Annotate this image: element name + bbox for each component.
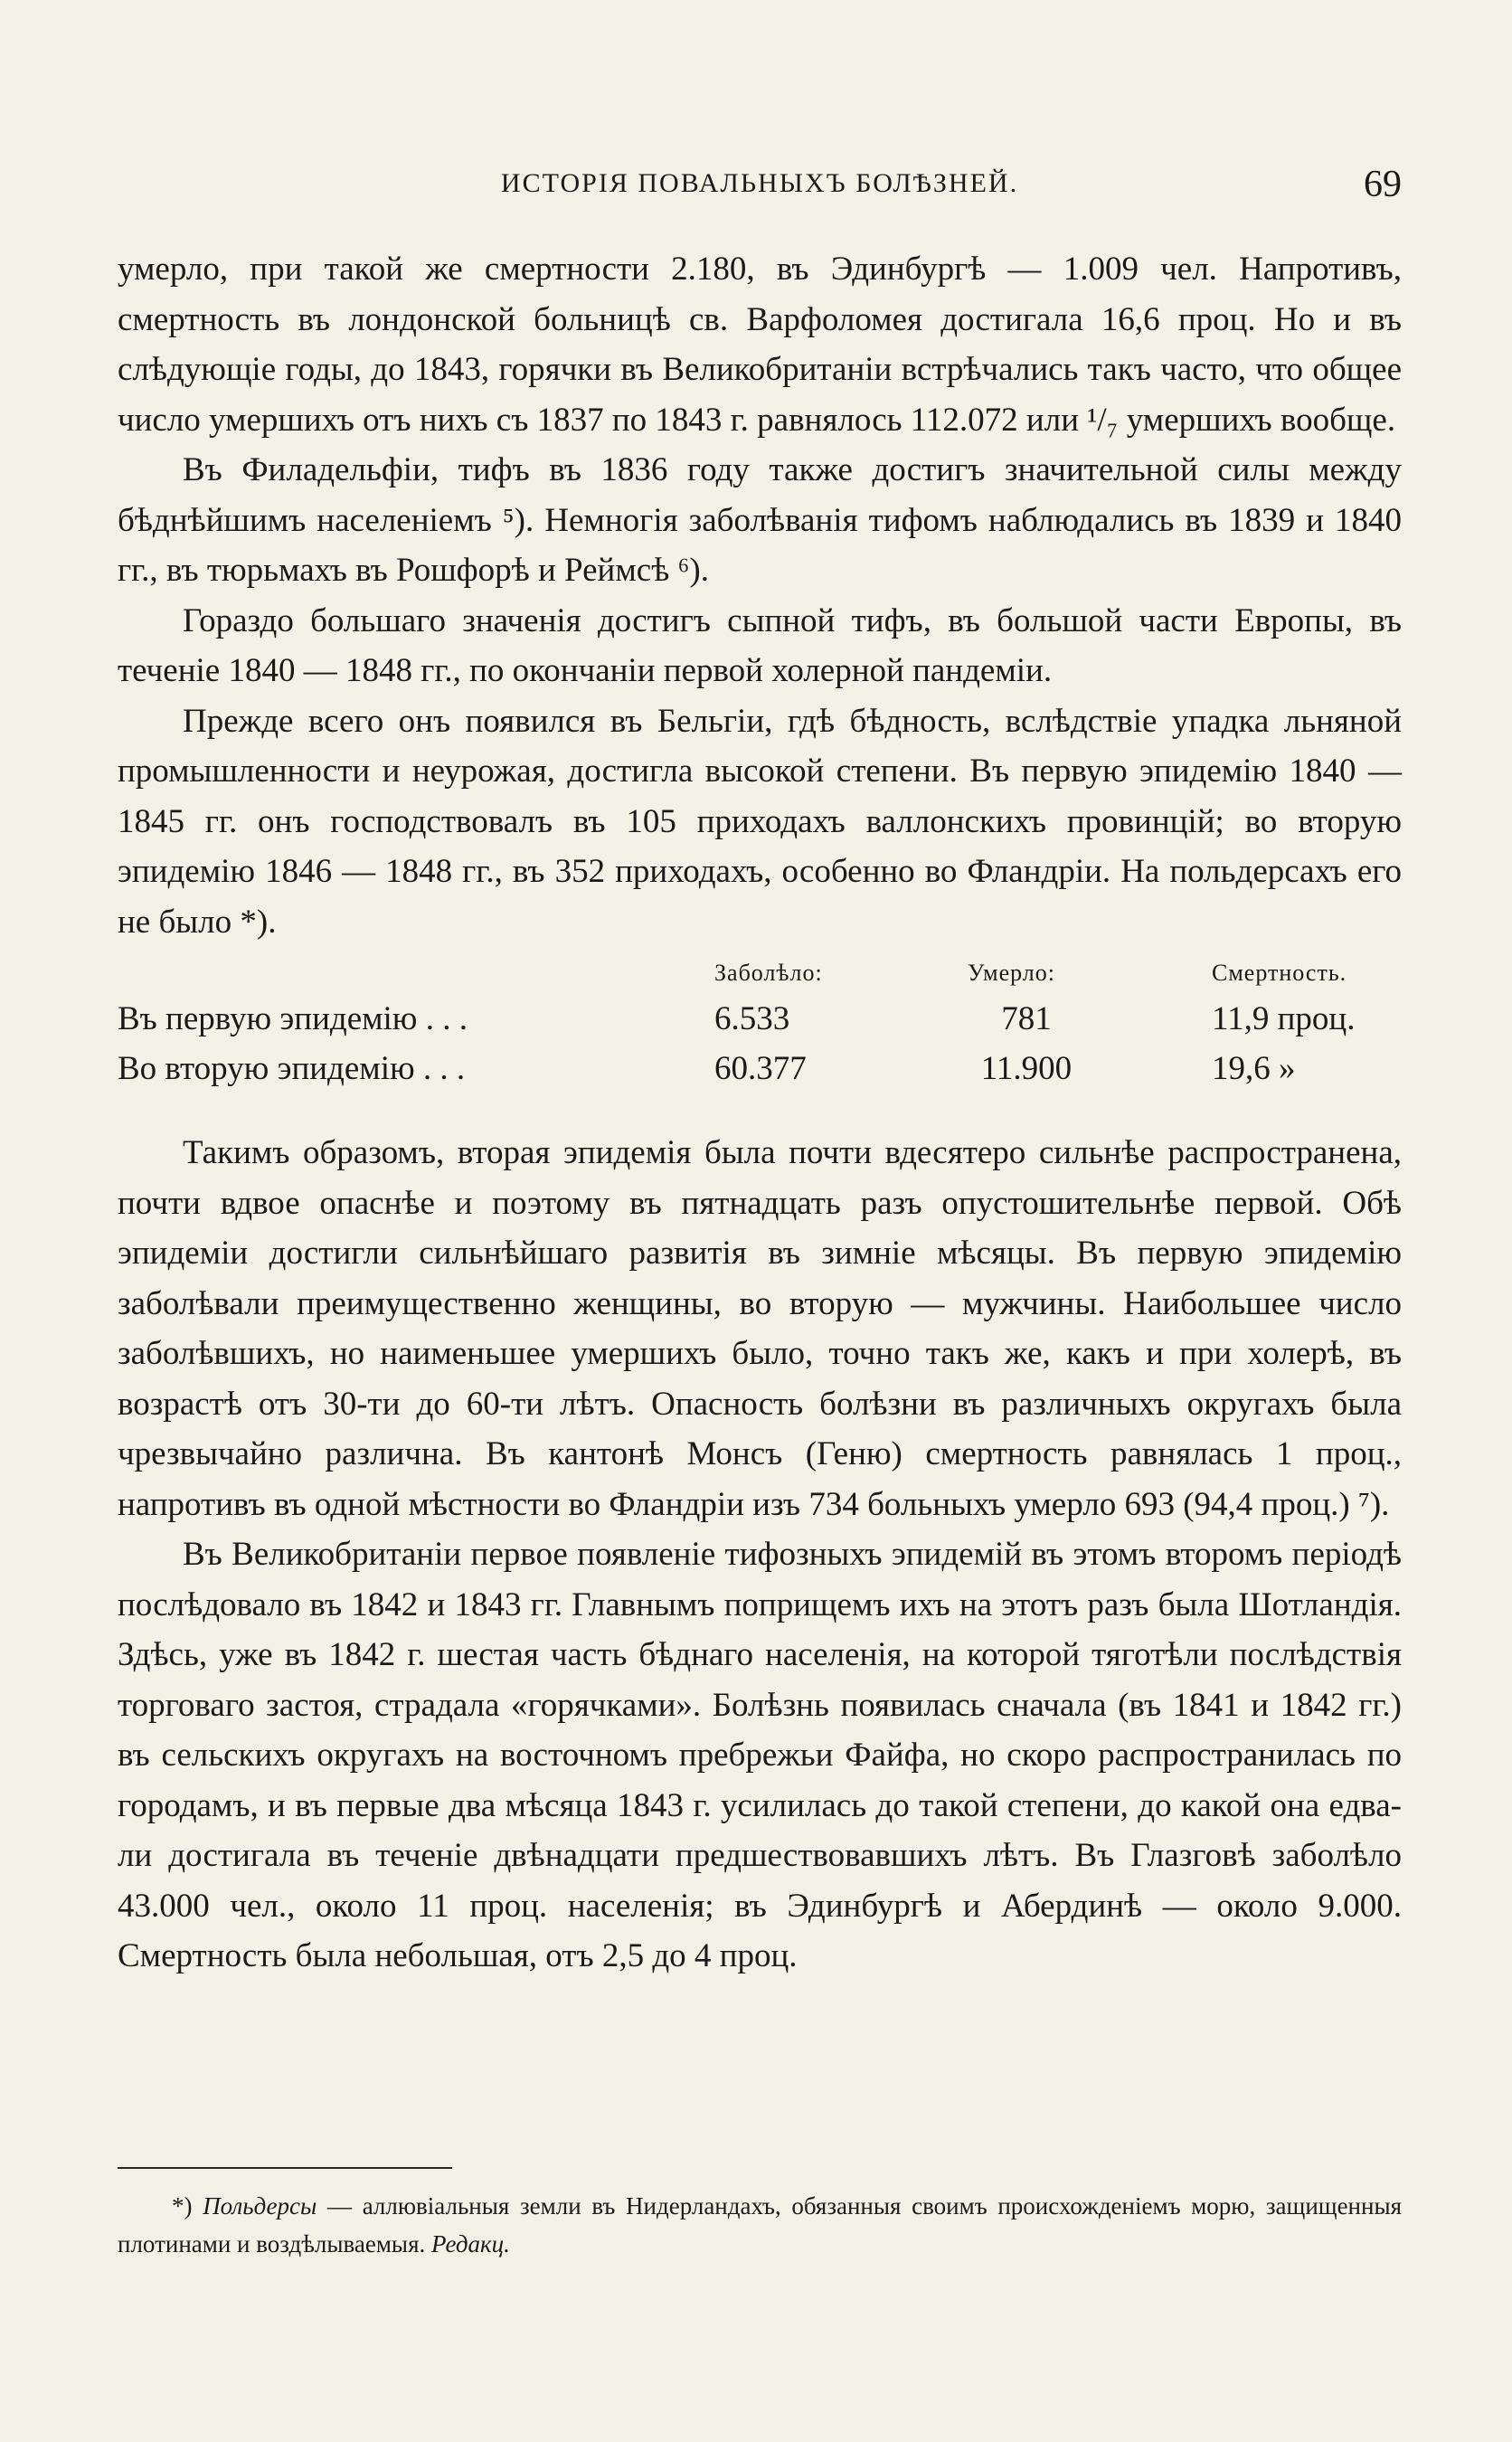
paragraph: умерло, при такой же смертности 2.180, въ Эдинбургѣ — 1.009 чел. Напротивъ, смертность въ лондонской больницѣ св. Варфоломея достигала 16,6 проц. Но и въ слѣдующіе годы, до 1843, горячки въ Великобританіи встрѣчались такъ часто, что общее число умершихъ отъ нихъ съ 1837 по 1843 г. равнялось 112.072 или ¹/₇ умершихъ вообще. [118,251,1402,439]
stats-sick-value: 60.377 [714,1050,807,1087]
page-header [118,163,1402,208]
running-head: ИСТОРІЯ ПОВАЛЬНЫХЪ БОЛѢЗНЕЙ. [500,168,1019,198]
footnote-marker: *) [172,2192,193,2220]
footnote-divider [118,2167,452,2169]
footnote-term: Польдерсы [203,2192,317,2220]
stats-sick-value: 6.533 [714,1000,790,1037]
stats-header-mortality: Смертность. [1212,960,1347,986]
stats-row [118,1049,1402,1099]
stats-header-died: Умерло: [968,960,1055,986]
paragraph: Въ Филадельфіи, тифъ въ 1836 году также достигъ значительной силы между бѣднѣйшимъ населеніемъ ⁵). Немногія заболѣванія тифомъ наблюдались въ 1839 и 1840 гг., въ тюрьмахъ въ Рошфорѣ и Реймсѣ ⁶). [118,451,1402,589]
paragraph: Такимъ образомъ, вторая эпидемія была почти вдесятеро сильнѣе распространена, почти вдвое опаснѣе и поэтому въ пятнадцать разъ опустошительнѣе первой. Обѣ эпидеміи достигли сильнѣйшаго развитія въ зимніе мѣсяцы. Въ первую эпидемію заболѣвали преимущественно женщины, во вторую — мужчины. Наибольшее число заболѣвшихъ, но наименьшее умершихъ было, точно такъ же, какъ и при холерѣ, въ возрастѣ отъ 30-ти до 60-ти лѣтъ. Опасность болѣзни въ различныхъ округахъ была чрезвычайно различна. Въ кантонѣ Монсъ (Геню) смертность равнялась 1 проц., напротивъ въ одной мѣстности во Фландріи изъ 734 больныхъ умерло 693 (94,4 проц.) ⁷). [118,1134,1402,1523]
paragraph: Въ Великобританіи первое появленіе тифозныхъ эпидемій въ этомъ второмъ періодѣ послѣдовало въ 1842 и 1843 гг. Главнымъ поприщемъ ихъ на этотъ разъ была Шотландія. Здѣсь, уже въ 1842 г. шестая часть бѣднаго населенія, на которой тяготѣли послѣдствія торговаго застоя, страдала «горячками». Болѣзнь появилась сначала (въ 1841 и 1842 гг.) въ сельскихъ округахъ на восточномъ пребрежьи Файфа, но скоро распространилась по городамъ, и въ первые два мѣсяца 1843 г. усилилась до такой степени, до какой она едва-ли достигала въ теченіе двѣнадцати предшествовавшихъ лѣтъ. Въ Глазговѣ заболѣло 43.000 чел., около 11 проц. населенія; въ Эдинбургѣ и Абердинѣ — около 9.000. Смертность была небольшая, отъ 2,5 до 4 проц. [118,1536,1402,1974]
main-text [118,244,1402,1982]
paragraph: Гораздо большаго значенія достигъ сыпной тифъ, въ большой части Европы, въ теченіе 1840 — 1848 гг., по окончаніи первой холерной пандеміи. [118,601,1402,689]
stats-mortality-value: 11,9 проц. [1212,1000,1356,1037]
stats-mortality-value: 19,6 » [1212,1050,1296,1087]
epidemic-stats-table [118,960,1402,1099]
stats-died-value: 11.900 [980,1050,1073,1087]
stats-header-sick: Заболѣло: [714,960,823,986]
paragraph: Прежде всего онъ появился въ Бельгіи, гдѣ бѣдность, вслѣдствіе упадка льняной промышленности и неурожая, достигла высокой степени. Въ первую эпидемію 1840 — 1845 гг. онъ господствовалъ въ 105 приходахъ валлонскихъ провинцій; во вторую эпидемію 1846 — 1848 гг., въ 352 приходахъ, особенно во Фландріи. На польдерсахъ его не было *). [118,702,1402,941]
stats-row-label: Въ первую эпидемію . . . [118,1000,468,1037]
footnote-text: — аллювіальныя земли въ Нидерландахъ, обязанныя своимъ происхожденіемъ морю, защищенныя плотинами и воздѣлываемыя. [118,2192,1403,2257]
stats-died-value: 781 [1001,1000,1052,1037]
footnote-editor: Редакц. [431,2230,510,2257]
stats-row [118,999,1402,1049]
stats-row-label: Во вторую эпидемію . . . [118,1050,466,1087]
stats-header-row [118,960,1402,999]
page-number: 69 [1364,164,1402,205]
footnote [118,2187,1402,2263]
